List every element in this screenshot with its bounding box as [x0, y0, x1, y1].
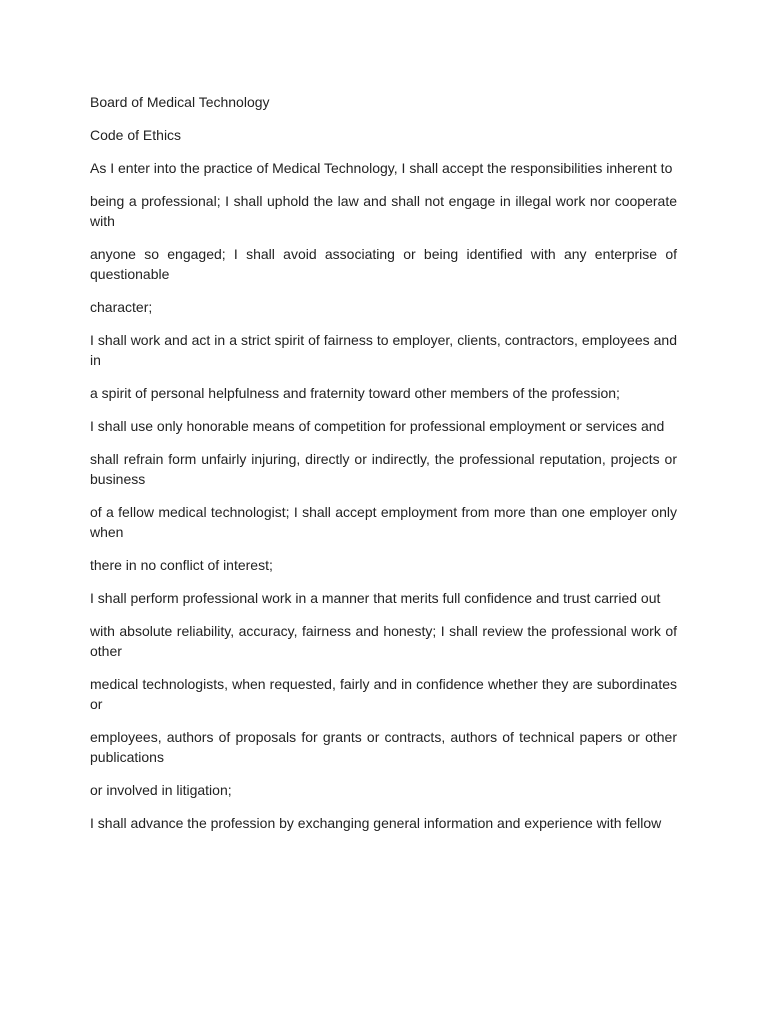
paragraph: being a professional; I shall uphold the law and shall not engage in illegal work nor cooperate with [90, 193, 677, 229]
document-subtitle: Code of Ethics [90, 127, 182, 143]
paragraph: a spirit of personal helpfulness and fraternity toward other members of the profession; [90, 385, 620, 401]
document-body [90, 92, 677, 846]
paragraph: medical technologists, when requested, fairly and in confidence whether they are subordinates or [90, 676, 677, 712]
paragraph: shall refrain form unfairly injuring, directly or indirectly, the professional reputation, projects or business [90, 451, 677, 487]
paragraph: there in no conflict of interest; [90, 557, 273, 573]
paragraph: of a fellow medical technologist; I shall accept employment from more than one employer only when [90, 504, 677, 540]
paragraph: employees, authors of proposals for grants or contracts, authors of technical papers or other publications [90, 729, 677, 765]
document-title: Board of Medical Technology [90, 94, 270, 110]
paragraph: As I enter into the practice of Medical Technology, I shall accept the responsibilities inherent to [90, 160, 673, 176]
paragraph: with absolute reliability, accuracy, fairness and honesty; I shall review the professional work of other [90, 623, 677, 659]
paragraph: character; [90, 299, 153, 315]
paragraph: or involved in litigation; [90, 782, 232, 798]
paragraph: I shall perform professional work in a manner that merits full confidence and trust carried out [90, 590, 661, 606]
paragraph: I shall work and act in a strict spirit of fairness to employer, clients, contractors, employees and in [90, 332, 677, 368]
paragraph: anyone so engaged; I shall avoid associating or being identified with any enterprise of questionable [90, 246, 677, 282]
paragraph: I shall advance the profession by exchanging general information and experience with fellow [90, 815, 662, 831]
paragraph: I shall use only honorable means of competition for professional employment or services and [90, 418, 665, 434]
